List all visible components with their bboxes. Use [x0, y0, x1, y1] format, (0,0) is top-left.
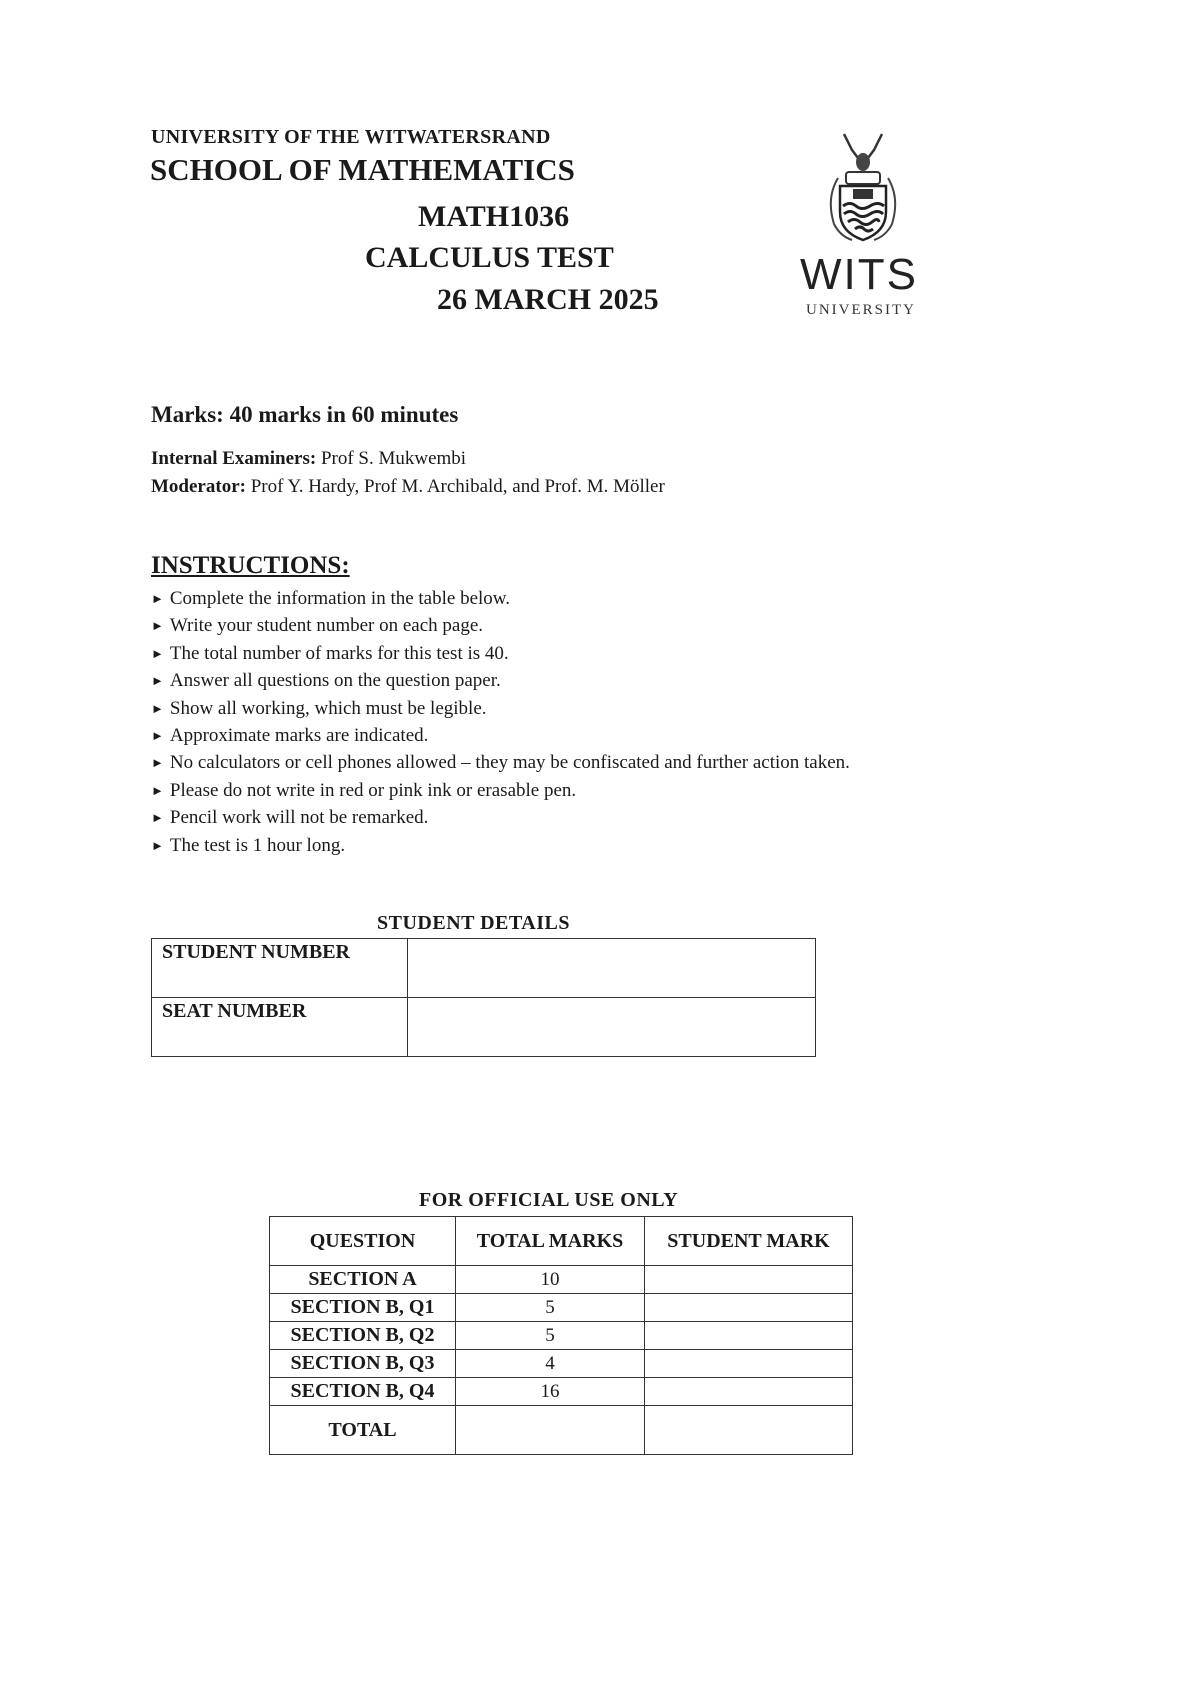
question-cell: SECTION B, Q4	[270, 1378, 456, 1406]
course-code: MATH1036	[418, 200, 570, 233]
total-marks-cell: 16	[456, 1378, 645, 1406]
instruction-item: ► Answer all questions on the question paper.	[151, 667, 850, 694]
instruction-item: ► Approximate marks are indicated.	[151, 722, 850, 749]
total-marks-cell: 4	[456, 1350, 645, 1378]
test-name: CALCULUS TEST	[365, 241, 614, 274]
student-mark-cell[interactable]	[645, 1266, 853, 1294]
school-name: SCHOOL OF MATHEMATICS	[150, 152, 575, 187]
wits-crest-icon	[808, 128, 918, 246]
test-date: 26 MARCH 2025	[437, 283, 659, 316]
student-number-label: STUDENT NUMBER	[152, 939, 408, 998]
seat-number-label: SEAT NUMBER	[152, 998, 408, 1057]
question-cell: SECTION B, Q1	[270, 1294, 456, 1322]
bullet-arrow-icon: ►	[151, 591, 164, 606]
internal-examiners	[151, 448, 466, 470]
internal-examiners-label: Internal Examiners:	[151, 448, 317, 469]
instruction-item: ► The total number of marks for this test is 40.	[151, 640, 850, 667]
logo-wordmark: WITS	[800, 250, 918, 299]
table-row	[152, 998, 816, 1057]
total-marks-cell: 10	[456, 1266, 645, 1294]
instruction-item: ► Pencil work will not be remarked.	[151, 804, 850, 831]
instruction-item: ► Write your student number on each page.	[151, 612, 850, 639]
table-row	[270, 1378, 853, 1406]
marks-summary: Marks: 40 marks in 60 minutes	[151, 402, 459, 427]
university-name: UNIVERSITY OF THE WITWATERSRAND	[151, 126, 551, 148]
header-total-marks: TOTAL MARKS	[456, 1217, 645, 1266]
seat-number-field[interactable]	[408, 998, 816, 1057]
student-mark-total-cell[interactable]	[645, 1406, 853, 1455]
logo-subtitle: UNIVERSITY	[806, 302, 916, 318]
moderator-value: Prof Y. Hardy, Prof M. Archibald, and Prof. M. Möller	[245, 476, 665, 497]
bullet-arrow-icon: ►	[151, 673, 164, 689]
bullet-arrow-icon: ►	[151, 837, 164, 853]
header-student-mark: STUDENT MARK	[645, 1217, 853, 1266]
total-marks-total-cell[interactable]	[456, 1406, 645, 1455]
instruction-item: ► Complete the information in the table below.	[151, 585, 850, 612]
student-mark-cell[interactable]	[645, 1378, 853, 1406]
question-cell: SECTION B, Q2	[270, 1322, 456, 1350]
total-marks-cell: 5	[456, 1322, 645, 1350]
instruction-item: ► No calculators or cell phones allowed – they may be confiscated and further action taken.	[151, 749, 850, 776]
moderator-label: Moderator:	[151, 476, 246, 497]
instructions-title: INSTRUCTIONS:	[151, 552, 350, 579]
bullet-arrow-icon: ►	[151, 810, 164, 826]
official-use-table	[269, 1216, 853, 1455]
student-mark-cell[interactable]	[645, 1350, 853, 1378]
total-label: TOTAL	[270, 1406, 456, 1455]
student-mark-cell[interactable]	[645, 1322, 853, 1350]
instruction-item: ► The test is 1 hour long.	[151, 832, 850, 859]
table-header-row	[270, 1217, 853, 1266]
instruction-item: ► Please do not write in red or pink ink or erasable pen.	[151, 777, 850, 804]
bullet-arrow-icon: ►	[151, 700, 164, 716]
table-row	[270, 1350, 853, 1378]
bullet-arrow-icon: ►	[151, 727, 164, 743]
student-details-table	[151, 938, 816, 1057]
table-row	[270, 1266, 853, 1294]
header-question: QUESTION	[270, 1217, 456, 1266]
internal-examiners-value: Prof S. Mukwembi	[316, 448, 467, 469]
bullet-arrow-icon: ►	[151, 782, 164, 798]
official-use-title: FOR OFFICIAL USE ONLY	[419, 1189, 679, 1211]
total-marks-cell: 5	[456, 1294, 645, 1322]
moderator	[151, 476, 665, 498]
table-row	[270, 1322, 853, 1350]
question-cell: SECTION B, Q3	[270, 1350, 456, 1378]
table-row	[270, 1294, 853, 1322]
table-row	[152, 939, 816, 998]
total-row	[270, 1406, 853, 1455]
student-mark-cell[interactable]	[645, 1294, 853, 1322]
instruction-item: ► Show all working, which must be legible.	[151, 695, 850, 722]
student-details-title: STUDENT DETAILS	[377, 912, 570, 934]
bullet-arrow-icon: ►	[151, 645, 164, 661]
bullet-arrow-icon: ►	[151, 618, 164, 634]
student-number-field[interactable]	[408, 939, 816, 998]
instructions-list	[151, 585, 850, 859]
question-cell: SECTION A	[270, 1266, 456, 1294]
bullet-arrow-icon: ►	[151, 755, 164, 771]
wits-logo	[790, 128, 940, 318]
